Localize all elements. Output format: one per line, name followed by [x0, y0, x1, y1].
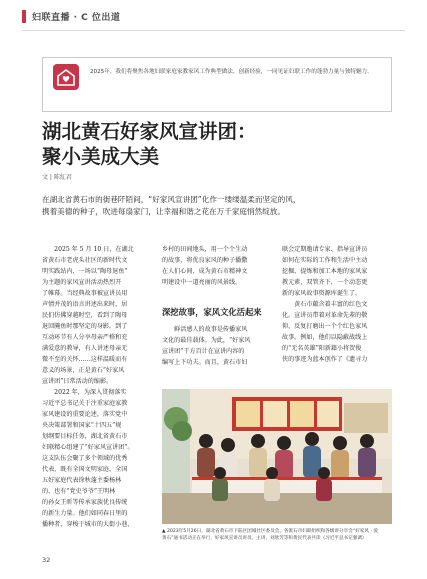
family-heart-icon — [52, 63, 80, 91]
text-line: 的，也有“党史爷爷”王明林 — [42, 488, 116, 495]
text-line: 五好家庭代表徐秋蓬主委杨林 — [42, 477, 122, 484]
text-line: 2022 年，为深入贯彻落实 — [42, 389, 127, 396]
title-line: 湖北黄石好家风宣讲团： — [42, 120, 257, 143]
text-line: 家风建设的重要论述，落实党中 — [42, 411, 128, 418]
section-header — [22, 10, 120, 23]
text-line: 明实践站内，一场以“陶母退鱼” — [42, 268, 128, 275]
section-marker — [22, 10, 26, 23]
caption-line: ▲ 2023年5月26日，湖北省黄石市下陆区团城社区委员会、各派石市妇联组织和各级讲分享会“好家风 · 爱 — [162, 529, 378, 534]
header-divider — [22, 30, 405, 31]
text-line: 这支队伍会聚了多个领域的优秀 — [42, 455, 128, 462]
text-line: 了帷幕。当经典故事被宣讲员用 — [42, 290, 128, 297]
text-line: 声情并茂的语言讲述出来时，居 — [42, 301, 128, 308]
page-number: 32 — [42, 556, 51, 564]
text-line: 互动环节有人分享母亲严格和充 — [42, 334, 128, 341]
text-line: 央决策部署和国家“十四五”规 — [42, 422, 122, 429]
text-line: 化。宣讲员带着对革命先辈的敬 — [282, 312, 368, 319]
lead-line: 携着美德的种子，吹进每扇家门，让幸福和谐之花在万千家庭悄然绽放。 — [42, 207, 285, 216]
text-line: 如何在实际的工作和生活中主动 — [282, 257, 368, 264]
text-line: 编写上下功夫。而且，黄石市妇 — [162, 359, 248, 366]
text-line: 故事。例如，他们以隐蔽战线上 — [282, 334, 368, 341]
column-intro-box — [42, 57, 392, 112]
text-line: 明建设中一道亮丽的风景线。 — [162, 279, 242, 286]
text-line: 退回腌鱼时那坚定的身影。到了 — [42, 323, 128, 330]
body-column-3 — [282, 244, 395, 365]
section-subheading: 深挖故事，家风文化活起来 — [162, 307, 262, 317]
photo-caption — [162, 528, 394, 543]
article-title — [42, 119, 257, 169]
section-title: 妇联直播 · C 位出道 — [32, 13, 121, 23]
event-photo — [162, 389, 392, 524]
text-line: 侠的事迹为蓝本创作了《遗寻力 — [282, 356, 368, 363]
column-intro-text: 2025年，我们将聚焦各地妇联家庭家教家风工作典型做法、创新经验，一同见证妇联工作的蓬勃力量与独特魅力。 — [90, 69, 373, 75]
text-line: 划纲要目标任务，湖北省黄石市 — [42, 433, 128, 440]
text-line: 微不至的关怀……这样温暖而有 — [42, 356, 128, 363]
text-line: 习近平总书记关于注重家庭家教 — [42, 400, 128, 407]
text-line: 2025 年 5 月 10 日，在湖北 — [42, 246, 134, 253]
text-line: 为主题的家风宣讲活动热烈开 — [42, 279, 122, 286]
caption-line: 黄石”通书活动正在举行，好家风宣讲员讲员、主讲、刘欣芳等和黄民代表共读《习近平总书记强调》 — [162, 536, 367, 542]
text-line: 联会定期邀请专家、指导宣讲员 — [282, 246, 368, 253]
text-line: 意义的场景，正是黄石“好家风 — [42, 367, 125, 374]
text-line: 黄石市藴含着丰富的红色文 — [282, 301, 368, 308]
lead-line: 在湖北省黄石市的街巷阡陌间，“好家风宣讲团”化作一缕缕温柔而坚定的风， — [42, 195, 301, 204]
text-line: 宣讲团”日常活动的缩影。 — [42, 378, 113, 385]
text-line: 民们仿佛穿越时空，看到了陶母 — [42, 312, 128, 319]
text-line: 满爱意的教导，有人讲述母亲无 — [42, 345, 128, 352]
text-line: 挖掘、提炼和加工本地的家风家 — [282, 268, 368, 275]
text-line: 播种者，穿梭于城市的大街小巷、 — [42, 521, 134, 528]
text-line: 教元素，双管齐下，一个动态更 — [282, 279, 368, 286]
text-line: 妇联精心组建了“好家风宣讲团”。 — [42, 444, 134, 451]
body-column-1 — [42, 244, 155, 530]
text-line: 在人们心间，成为黄石市精神文 — [162, 268, 248, 275]
text-line: 鲜活感人的故事是传播家风 — [162, 326, 248, 333]
article-lead — [42, 194, 392, 218]
body-column-2-continued — [162, 324, 275, 368]
text-line: 代表，既有全国文明家庭、全国 — [42, 466, 128, 473]
text-line: 的“无名英雄”阳新籍小将贺俊 — [282, 345, 362, 352]
text-line: 的故事，将优良家风的种子播撒 — [162, 257, 248, 264]
text-line: 乡村的田间地头，用一个个生动 — [162, 246, 248, 253]
text-line: 的孙女王昕等传承家族优良传统 — [42, 499, 128, 506]
text-line: 省黄石市老虎头社区的新时代文 — [42, 257, 128, 264]
text-line: 新的家风故事资源库诞生了。 — [282, 290, 362, 297]
text-line: 宣讲团”干方百计在宣讲内容的 — [162, 348, 245, 355]
article-author: 文 | 陈紅君 — [42, 174, 72, 181]
title-line: 聚小美成大美 — [42, 145, 160, 168]
text-line: 文化的最佳载体。为此，“好家风 — [162, 337, 251, 344]
body-column-2 — [162, 244, 275, 288]
text-line: 的新生力量。他们如同春日里的 — [42, 510, 128, 517]
text-line: 仰，反复打磨出一个个红色家风 — [282, 323, 368, 330]
